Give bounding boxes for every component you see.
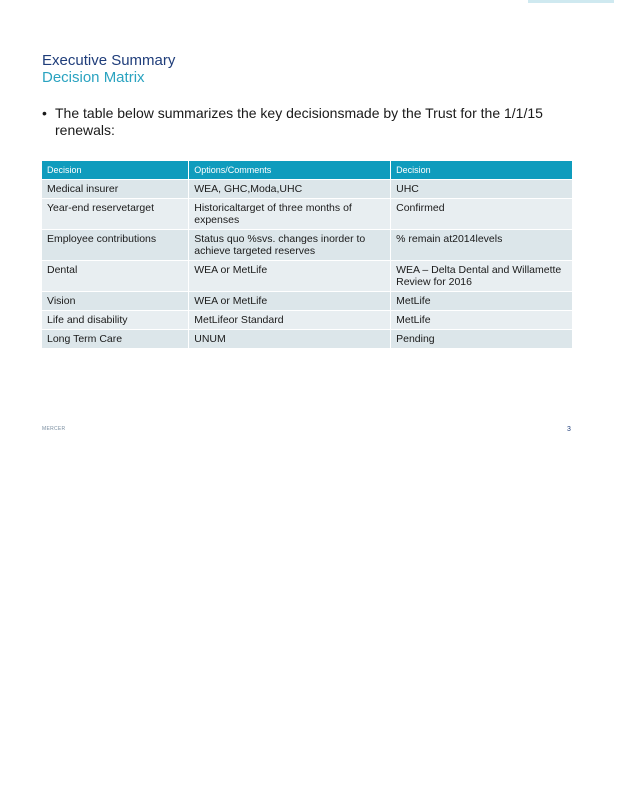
table-cell: WEA, GHC,Moda,UHC [189,180,391,199]
column-header-outcome: Decision [391,161,573,180]
table-header-row [42,161,573,180]
page-title: Executive Summary [42,52,176,69]
intro-bullet [42,105,572,139]
table-cell: Employee contributions [42,230,189,261]
table-cell: Medical insurer [42,180,189,199]
table-row [42,292,573,311]
column-header-decision: Decision [42,161,189,180]
table-cell: UNUM [189,330,391,349]
page-subtitle: Decision Matrix [42,69,145,86]
table-cell: MetLife [391,311,573,330]
table-cell: Life and disability [42,311,189,330]
table-cell: Dental [42,261,189,292]
column-header-options: Options/Comments [189,161,391,180]
table-row [42,230,573,261]
table-row [42,330,573,349]
table-cell: WEA – Delta Dental and Willamette Review for 2016 [391,261,573,292]
table-cell: Vision [42,292,189,311]
mercer-logo: MERCER [42,426,66,432]
table-row [42,180,573,199]
table-row [42,261,573,292]
page-heading [42,52,175,86]
table-row [42,311,573,330]
page-number: 3 [567,426,571,433]
table-cell: Status quo %svs. changes inorder to achieve targeted reserves [189,230,391,261]
table-cell: Pending [391,330,573,349]
bullet-marker: • [42,105,47,121]
decision-matrix-table [42,161,573,348]
table-cell: WEA or MetLife [189,292,391,311]
table-row [42,199,573,230]
intro-text: The table below summarizes the key decisionsmade by the Trust for the 1/1/15 renewals: [55,105,543,138]
top-accent-bar [528,0,614,3]
table-cell: Long Term Care [42,330,189,349]
table-cell: Year-end reservetarget [42,199,189,230]
table-cell: % remain at2014levels [391,230,573,261]
table-cell: Confirmed [391,199,573,230]
table-cell: Historicaltarget of three months of expenses [189,199,391,230]
table-cell: MetLifeor Standard [189,311,391,330]
table-cell: UHC [391,180,573,199]
table-cell: WEA or MetLife [189,261,391,292]
table-cell: MetLife [391,292,573,311]
